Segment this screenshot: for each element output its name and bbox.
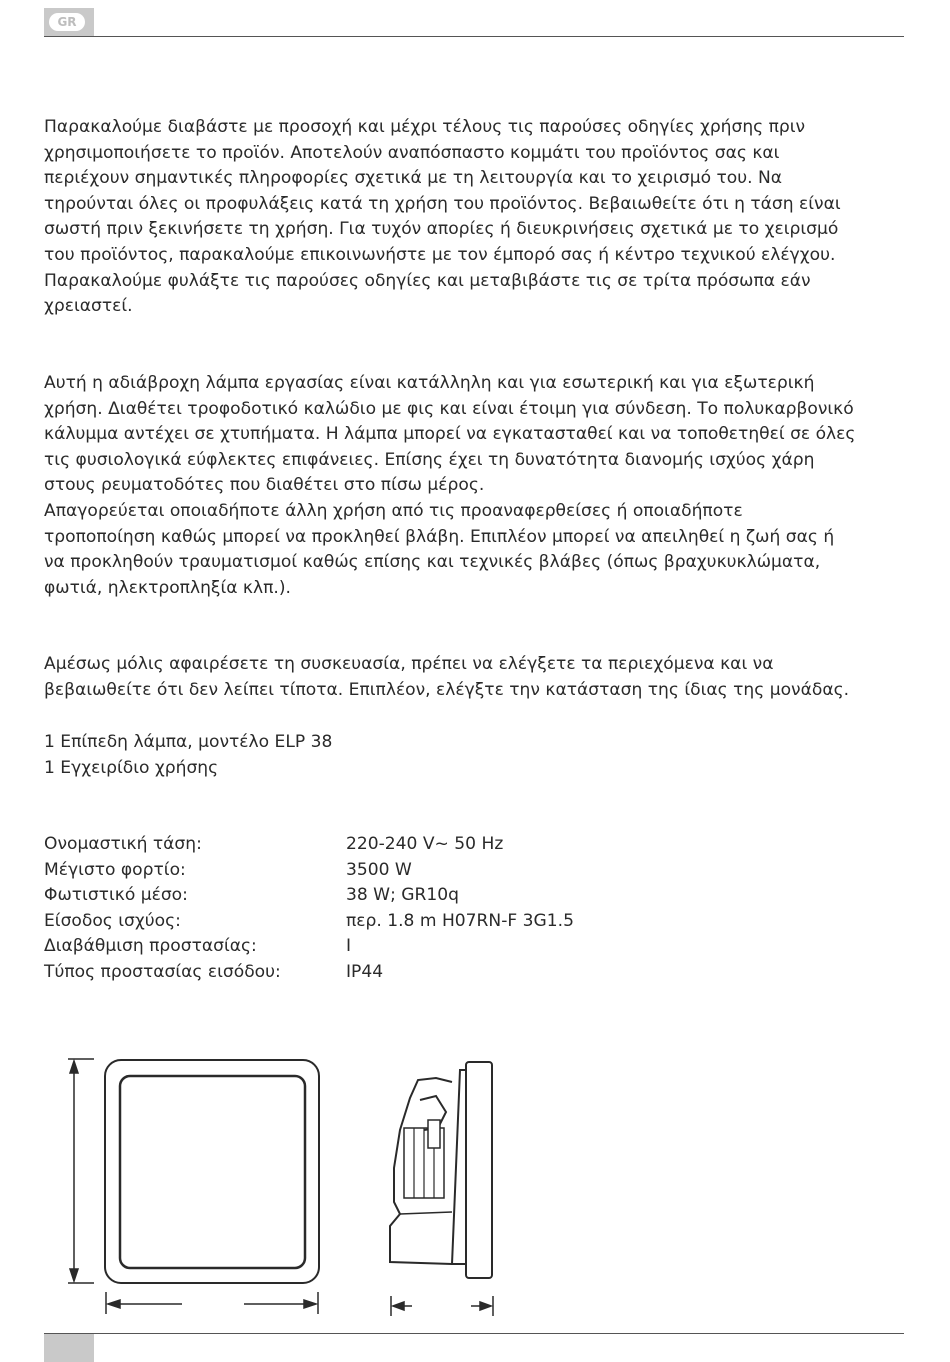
- text-line: Αυτή η αδιάβροχη λάμπα εργασίας είναι κατάλληλη και για εσωτερική και για εξωτερική: [44, 373, 815, 393]
- intro-paragraph: [44, 115, 914, 320]
- list-item: 1 Εγχειρίδιο χρήσης: [44, 757, 219, 778]
- text-line: περιέχουν σημαντικές πληροφορίες σχετικά με τη λειτουργία και το χειρισμό του. Να: [44, 168, 783, 189]
- language-badge: [44, 8, 94, 36]
- spec-value: IP44: [346, 961, 384, 982]
- text-line: χρειαστεί.: [44, 296, 133, 317]
- text-line: χρησιμοποιήσετε το προϊόν. Αποτελούν αναπόσπαστο κομμάτι του προϊόντος σας και: [44, 142, 780, 163]
- package-contents-list: [44, 730, 914, 781]
- spec-label: Φωτιστικό μέσο:: [44, 885, 188, 906]
- footer-rule: [44, 1333, 904, 1334]
- text-line: του προϊόντος, παρακαλούμε επικοινωνήστε με τον έμπορό σας ή κέντρο τεχνικού ελέγχου.: [44, 244, 836, 265]
- header-rule: [44, 36, 904, 37]
- lamp-side-view: [390, 1062, 492, 1278]
- spec-value: 38 W; GR10q: [346, 885, 460, 906]
- spec-value: περ. 1.8 m H07RN-F 3G1.5: [346, 910, 574, 931]
- spec-row: [44, 832, 574, 858]
- unpacking-paragraph: [44, 652, 914, 703]
- width-dimension: [106, 1292, 318, 1314]
- text-line: τηρούνται όλες οι προφυλάξεις κατά τη χρήση του προϊόντος. Βεβαιωθείτε ότι η τάση είναι: [44, 193, 841, 214]
- spec-value: 220-240 V~ 50 Hz: [346, 834, 504, 854]
- height-dimension: [68, 1059, 94, 1283]
- text-line: Αμέσως μόλις αφαιρέσετε τη συσκευασία, πρέπει να ελέγξετε τα περιεχόμενα και να: [44, 654, 774, 674]
- language-code: GR: [49, 13, 85, 31]
- text-line: κάλυμμα αντέχει σε χτυπήματα. Η λάμπα μπορεί να εγκατασταθεί και να τοποθετηθεί σε όλες: [44, 424, 856, 445]
- spec-row: [44, 960, 574, 986]
- lamp-front-view: [105, 1060, 319, 1283]
- spec-label: Τύπος προστασίας εισόδου:: [44, 961, 281, 982]
- spec-row: [44, 883, 574, 909]
- text-line: χρήση. Διαθέτει τροφοδοτικό καλώδιο με φις και είναι έτοιμη για σύνδεση. Το πολυκαρβονικό: [44, 398, 854, 419]
- text-line: να προκληθούν τραυματισμοί καθώς επίσης και τεχνικές βλάβες (όπως βραχυκυκλώματα,: [44, 552, 821, 573]
- spec-value: 3500 W: [346, 859, 412, 880]
- spec-row: [44, 909, 574, 935]
- text-line: φωτιά, ηλεκτροπληξία κλπ.).: [44, 577, 291, 598]
- text-line: βεβαιωθείτε ότι δεν λείπει τίποτα. Επιπλέον, ελέγξτε την κατάσταση της ίδιας της μονάδας.: [44, 679, 850, 700]
- lamp-dimension-drawing: [60, 1050, 510, 1326]
- text-line: Παρακαλούμε φυλάξτε τις παρούσες οδηγίες και μεταβιβάστε τις σε τρίτα πρόσωπα εάν: [44, 270, 811, 291]
- text-line: στους ρευματοδότες που διαθέτει στο πίσω μέρος.: [44, 475, 485, 496]
- page-number-box: [44, 1334, 94, 1362]
- text-line: τις φυσιολογικά εύφλεκτες επιφάνειες. Επίσης έχει τη δυνατότητα διανομής ισχύος χάρη: [44, 449, 815, 470]
- list-item: 1 Επίπεδη λάμπα, μοντέλο ELP 38: [44, 732, 333, 752]
- depth-dimension: [391, 1296, 493, 1316]
- text-line: Παρακαλούμε διαβάστε με προσοχή και μέχρι τέλους τις παρούσες οδηγίες χρήσης πριν: [44, 117, 806, 137]
- technical-specs-table: [44, 832, 574, 986]
- intended-use-paragraph: [44, 371, 914, 601]
- spec-value: I: [346, 936, 352, 957]
- spec-label: Διαβάθμιση προστασίας:: [44, 936, 257, 957]
- spec-label: Ονομαστική τάση:: [44, 834, 202, 854]
- spec-row: [44, 858, 574, 884]
- text-line: σωστή πριν ξεκινήσετε τη χρήση. Για τυχόν απορίες ή διευκρινήσεις σχετικά με το χειρισμό: [44, 219, 839, 240]
- spec-row: [44, 934, 574, 960]
- spec-label: Μέγιστο φορτίο:: [44, 859, 186, 880]
- text-line: Απαγορεύεται οποιαδήποτε άλλη χρήση από τις προαναφερθείσες ή οποιαδήποτε: [44, 500, 743, 521]
- text-line: τροποποίηση καθώς μπορεί να προκληθεί βλάβη. Επιπλέον μπορεί να απειληθεί η ζωή σας ή: [44, 526, 835, 547]
- spec-label: Είσοδος ισχύος:: [44, 910, 181, 931]
